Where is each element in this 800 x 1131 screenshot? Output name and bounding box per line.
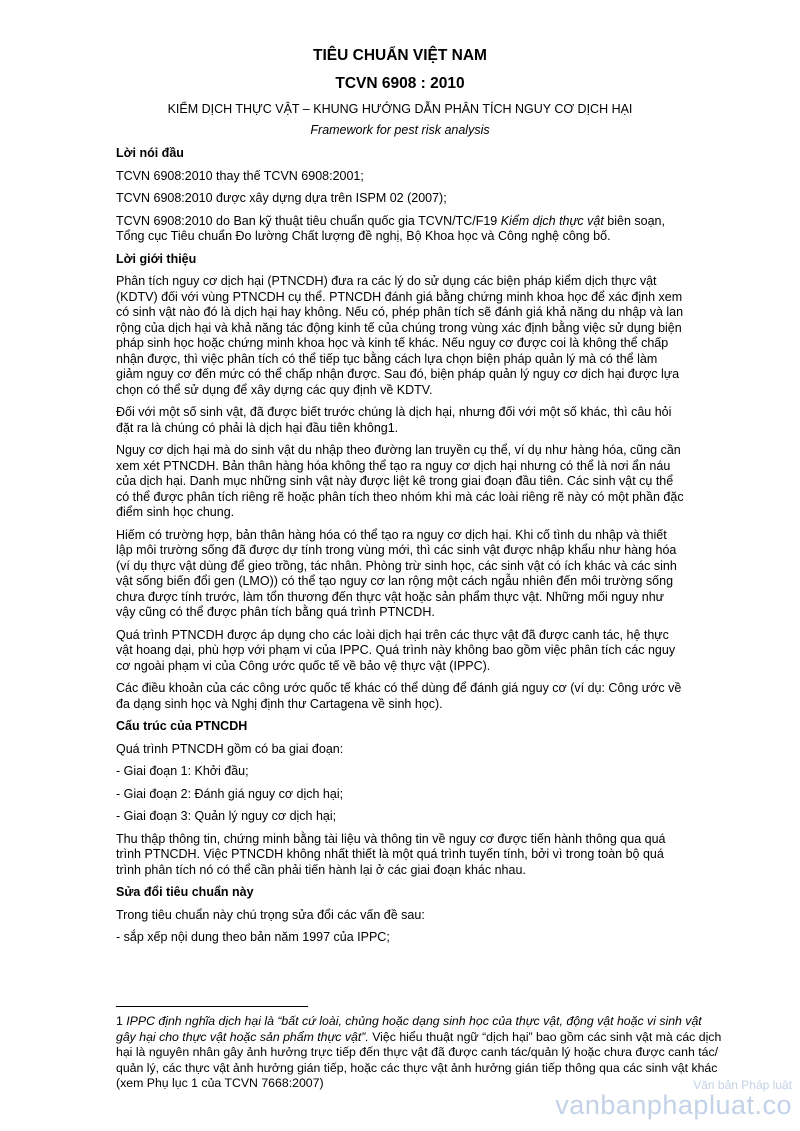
amendment-heading: Sửa đổi tiêu chuẩn này [116,885,254,899]
foreword-italic-text: Kiểm dịch thực vật [500,213,604,228]
structure-heading: Cấu trúc của PTNCDH [116,719,248,733]
footnote-divider [116,1006,308,1007]
structure-paragraph: Quá trình PTNCDH gồm có ba giai đoạn: [116,741,344,756]
amendment-item: - sắp xếp nội dung theo bản năm 1997 của IPPC; [116,930,390,944]
standard-code: TCVN 6908 : 2010 [335,75,465,92]
footnote-number: 1 [116,1014,123,1028]
footnote-italic-text: IPPC định nghĩa dịch hại là “bất cứ loài, chủng hoặc dạng sinh học của thực vật, động vật hoặc vi sinh vật gây hại cho thực vật hoặc sản phẩm thực vật”. [116,1014,702,1044]
foreword-paragraph [116,214,684,245]
intro-paragraph: Hiếm có trường hợp, bản thân hàng hóa có thể tạo ra nguy cơ dịch hại. Khi cố tình du nhập và thiết lập môi trường sống đã được dự tính trong vùng mới, thì các sinh vật được nhập khẩu như hàng hóa (ví dụ thực vật dùng để gieo trồng, tác nhân. Phòng trừ sinh học, các sinh vật có ích khác và các sinh vật sống biến đổi gen (LMO)) có thể tạo nguy cơ lan rộng một cách ngẫu nhiên đến môi trường sống chưa được tính trước, làm tổn thương đến thực vật hoặc sản phẩm thực vật. Những mối nguy như vậy cũng có thể được phân tích bằng quá trình PTNCDH. [116,527,677,619]
foreword-text: biên soạn, Tổng cục Tiêu chuẩn Đo lường Chất lượng đề nghị, Bộ Khoa học và Công nghệ công bố. [116,213,665,243]
watermark-caption: Văn bản Pháp luật [693,1078,792,1092]
document-title: TIÊU CHUẨN VIỆT NAM [313,47,487,64]
foreword-heading: Lời nói đầu [116,146,184,160]
stage-item: - Giai đoạn 2: Đánh giá nguy cơ dịch hại; [116,786,344,801]
stage-item: - Giai đoạn 3: Quản lý nguy cơ dịch hại; [116,809,337,823]
foreword-paragraph: TCVN 6908:2010 thay thế TCVN 6908:2001; [116,168,364,183]
structure-paragraph: Thu thập thông tin, chứng minh bằng tài liệu và thông tin về nguy cơ được tiến hành thông qua quá trình PTNCDH. Việc PTNCDH không nhất thiết là một quá trình tuyến tính, bởi vì trong toàn bộ quá trình phân tích nó có thể cần phải tiến hành lại ở các giai đoạn khác nhau. [116,831,666,877]
document-subtitle: KIỂM DỊCH THỰC VẬT – KHUNG HƯỚNG DẪN PHÂN TÍCH NGUY CƠ DỊCH HẠI [167,102,633,116]
intro-paragraph: Đối với một số sinh vật, đã được biết trước chúng là dịch hại, nhưng đối với một số khác, thì câu hỏi đặt ra là chúng có phải là dịch hại đầu tiên không1. [116,405,672,435]
watermark [555,1079,792,1119]
foreword-text: TCVN 6908:2010 do Ban kỹ thuật tiêu chuẩn quốc gia TCVN/TC/F19 [116,213,501,228]
intro-paragraph: Nguy cơ dịch hại mà do sinh vật du nhập theo đường lan truyền cụ thể, ví dụ như hàng hóa, cũng cần xem xét PTNCDH. Bản thân hàng hóa không thể tạo ra nguy cơ dịch hại nhưng có thể là nơi ẩn náu của dịch hại. Danh mục những sinh vật này được liệt kê trong giai đoạn đầu tiên. Các sinh vật cụ thể có thể được phân tích riêng rẽ hoặc phân tích theo nhóm khi mà các loài riêng rẽ này có một phần đặc điểm sinh học chung. [116,443,684,519]
amendment-paragraph: Trong tiêu chuẩn này chú trọng sửa đổi các vấn đề sau: [116,907,425,922]
footnote-text: Việc hiểu thuật ngữ “dịch hại” bao gồm các sinh vật mà các dịch hại là nguyên nhân gây ảnh hưởng trực tiếp đến thực vật đã được canh tác/quản lý hoặc chưa được canh tác/ quản lý, các thực vật ảnh hưởng gián tiếp, hoặc các thực vật ảnh hưởng gián tiếp thông qua các sinh vật khác (xem Phụ lục 1 của TCVN 7668:2007) [116,1029,722,1090]
document-subtitle-english: Framework for pest risk analysis [310,122,490,137]
document-page [116,40,684,953]
intro-heading: Lời giới thiệu [116,251,197,266]
intro-paragraph: Quá trình PTNCDH được áp dụng cho các loài dịch hại trên các thực vật đã được canh tác, hệ thực vật hoang dại, phù hợp với phạm vi của IPPC. Quá trình này không bao gồm việc phân tích các nguy cơ ngoài phạm vi của Công ước quốc tế về bảo vệ thực vật (IPPC). [116,627,676,673]
stage-item: - Giai đoạn 1: Khởi đầu; [116,764,249,778]
intro-paragraph: Các điều khoản của các công ước quốc tế khác có thể dùng để đánh giá nguy cơ (ví dụ: Công ước về đa dạng sinh học và Nghị định thư Cartagena về sinh học). [116,681,682,711]
foreword-paragraph: TCVN 6908:2010 được xây dựng dựa trên ISPM 02 (2007); [116,191,447,205]
intro-paragraph: Phân tích nguy cơ dịch hại (PTNCDH) đưa ra các lý do sử dụng các biện pháp kiểm dịch thực vật (KDTV) đối với vùng PTNCDH cụ thể. PTNCDH đánh giá bằng chứng minh khoa học để xác định xem có sinh vật nào đó là dịch hại hay không. Nếu có, phép phân tích sẽ đánh giá khả năng du nhập và lan rộng của dịch hại và khả năng tác động kinh tế của chúng trong vùng xác định bằng việc sử dụng biện pháp sinh học hoặc chứng minh khoa học và kinh tế khác. Nếu nguy cơ được coi là không thể chấp nhận được, thì việc phân tích có thể tiếp tục bằng cách lựa chọn biện pháp quản lý mà có thể làm giảm nguy cơ đến mức có thể chấp nhận được. Sau đó, biện pháp quản lý nguy cơ dịch hại được lựa chọn có thể sử dụng để xây dựng các quy định về KDTV. [116,274,684,397]
watermark-site: vanbanphapluat.co [555,1090,792,1120]
